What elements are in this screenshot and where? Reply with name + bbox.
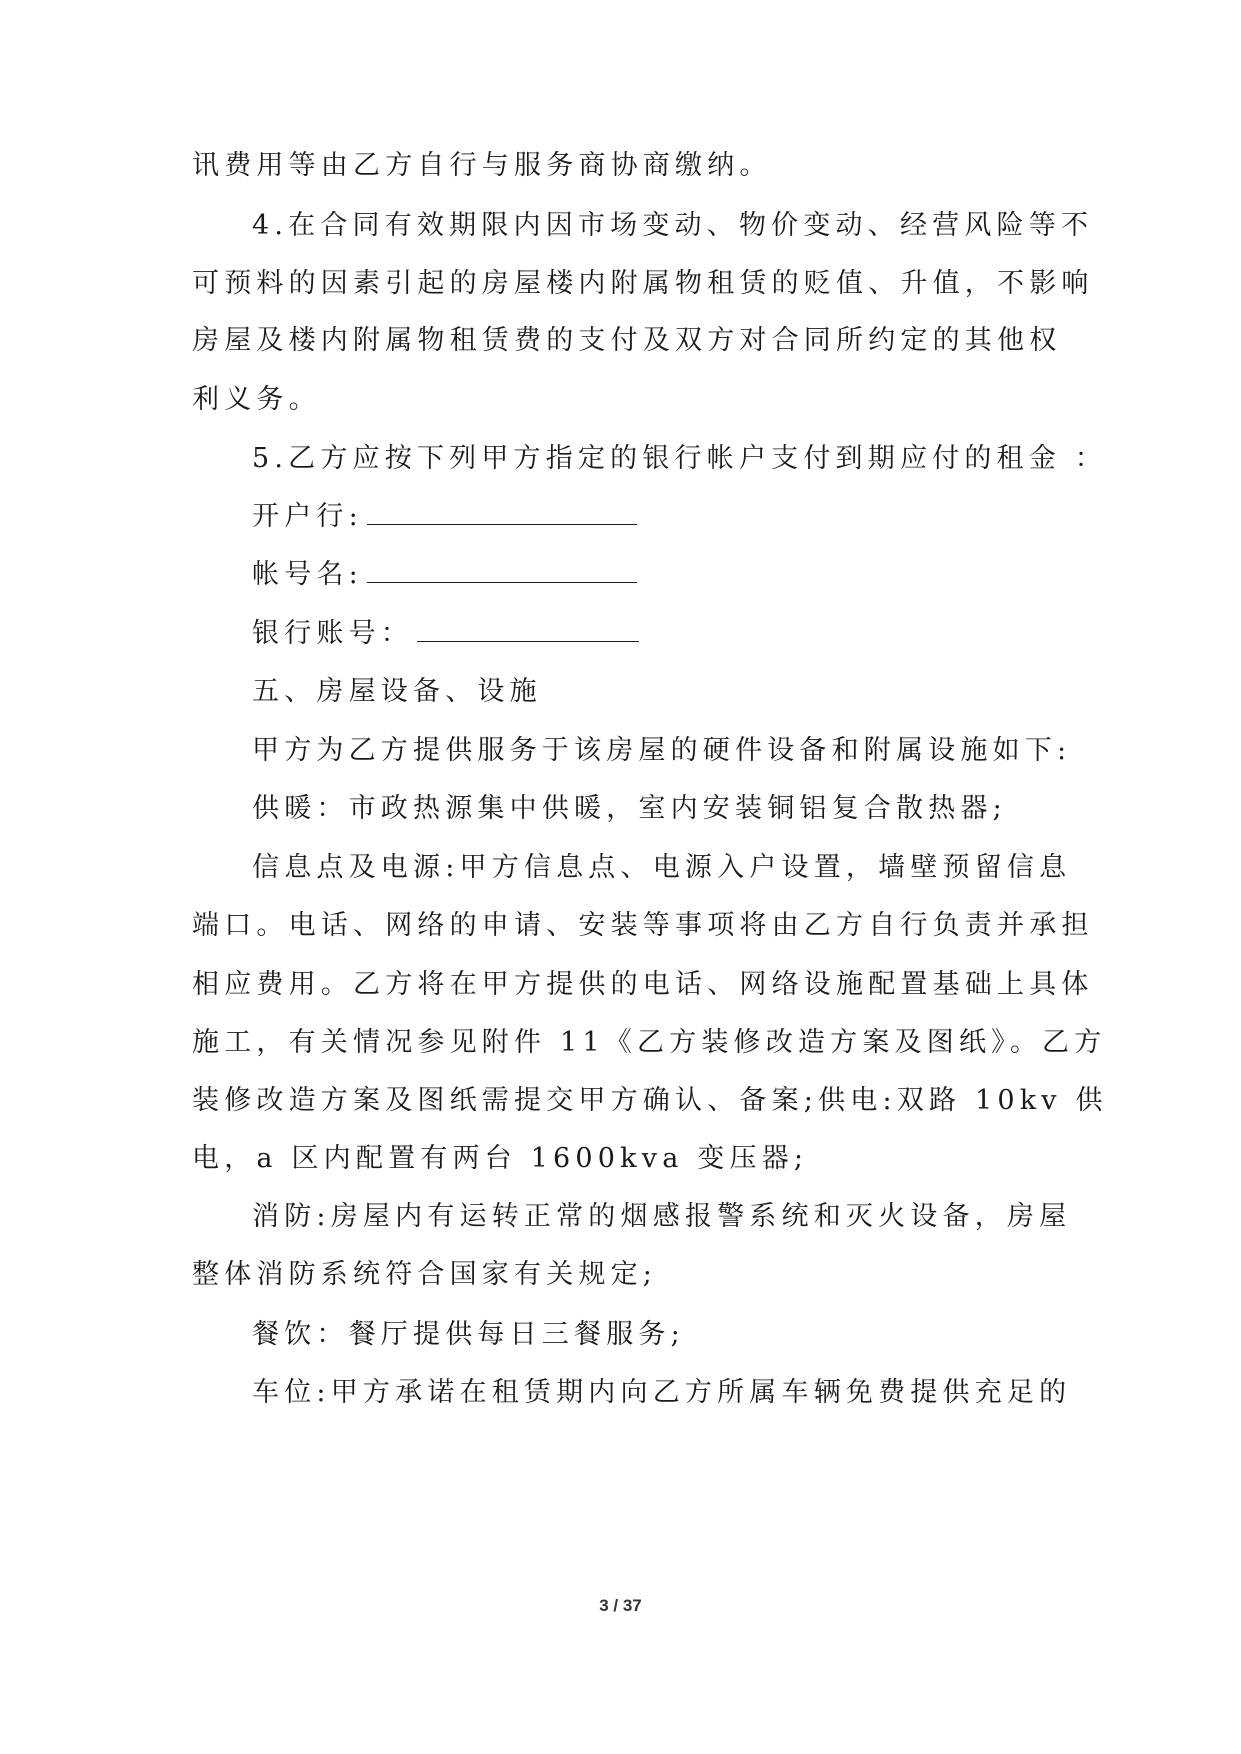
- account-number-label: 银行账号：: [252, 618, 413, 649]
- paragraph-line: 施工，有关情况参见附件 11《乙方装修改造方案及图纸》。乙方: [192, 1027, 1107, 1058]
- paragraph-line: 利义务。: [192, 384, 321, 415]
- account-name-line: [252, 555, 1112, 595]
- paragraph-line: 餐饮：餐厅提供每日三餐服务;: [252, 1319, 685, 1350]
- page-number: 3 / 37: [599, 1596, 642, 1615]
- paragraph-line: 4.在合同有效期限内因市场变动、物价变动、经营风险等不: [252, 210, 1094, 241]
- paragraph-line: 供暖：市政热源集中供暖，室内安装铜铝复合散热器;: [252, 793, 1007, 824]
- bank-name-line: [252, 497, 1112, 537]
- paragraph-line: 相应费用。乙方将在甲方提供的电话、网络设施配置基础上具体: [192, 969, 1094, 1000]
- paragraph-line: 消防:房屋内有运转正常的烟感报警系统和灭火设备，房屋: [252, 1201, 1072, 1232]
- paragraph-line: 甲方为乙方提供服务于该房屋的硬件设备和附属设施如下:: [252, 735, 1072, 766]
- bank-name-label: 开户行:: [252, 501, 363, 532]
- account-name-blank[interactable]: [367, 556, 637, 583]
- paragraph-line: 装修改造方案及图纸需提交甲方确认、备案;供电:双路 10kv 供: [192, 1085, 1108, 1116]
- account-number-blank[interactable]: [417, 615, 639, 642]
- paragraph-line: 电，a 区内配置有两台 1600kva 变压器;: [192, 1143, 809, 1174]
- section-heading: 五、房屋设备、设施: [252, 676, 542, 707]
- paragraph-line: 讯费用等由乙方自行与服务商协商缴纳。: [192, 150, 772, 181]
- paragraph-line: 信息点及电源:甲方信息点、电源入户设置，墙壁预留信息: [252, 852, 1072, 883]
- paragraph-line: 5.乙方应按下列甲方指定的银行帐户支付到期应付的租金 ：: [252, 443, 1107, 474]
- account-number-line: [252, 614, 1112, 654]
- paragraph-line: 房屋及楼内附属物租赁费的支付及双方对合同所约定的其他权: [192, 325, 1062, 356]
- account-name-label: 帐号名:: [252, 559, 363, 590]
- paragraph-line: 可预料的因素引起的房屋楼内附属物租赁的贬值、升值，不影响: [192, 268, 1094, 299]
- paragraph-line: 整体消防系统符合国家有关规定;: [192, 1259, 658, 1290]
- paragraph-line: 车位:甲方承诺在租赁期内向乙方所属车辆免费提供充足的: [252, 1377, 1072, 1408]
- paragraph-line: 端口。电话、网络的申请、安装等事项将由乙方自行负责并承担: [192, 910, 1094, 941]
- bank-name-blank[interactable]: [367, 498, 637, 525]
